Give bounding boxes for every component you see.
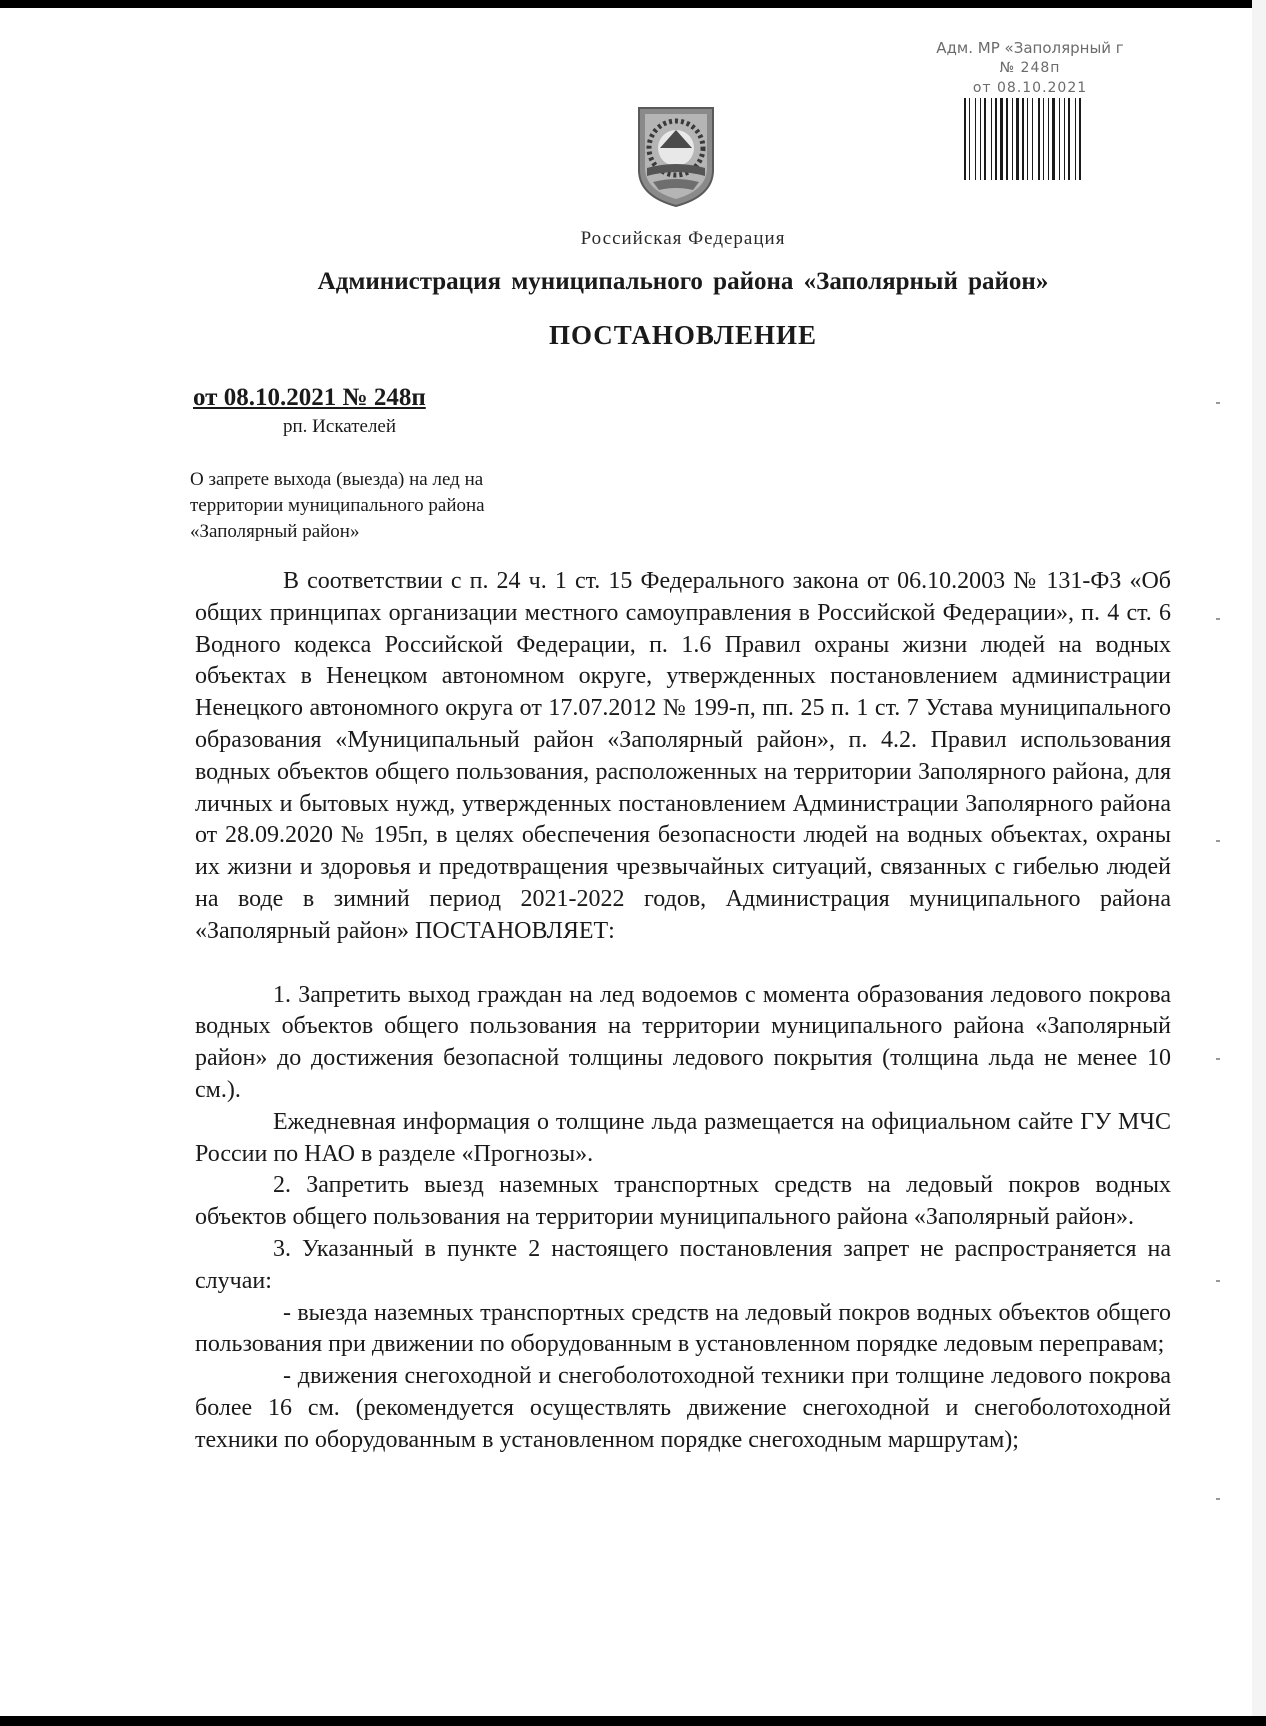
barcode-icon — [962, 98, 1120, 180]
country-name: Российская Федерация — [580, 228, 786, 249]
scan-speck — [1216, 402, 1220, 404]
scan-speck — [1216, 618, 1220, 620]
stamp-number: № 248п — [999, 60, 1061, 76]
scan-edge-right — [1252, 0, 1266, 1726]
info-paragraph: Ежедневная информация о толщине льда размещается на официальном сайте ГУ МЧС России по НАО в разделе «Прогнозы». — [195, 1108, 1171, 1167]
exception-1-paragraph: - выезда наземных транспортных средств на ледовый покров водных объектов общего пользования при движении по оборудованным в установленном порядке ледовым переправам; — [195, 1299, 1171, 1358]
document-place: рп. Искателей — [283, 416, 397, 437]
registration-stamp — [930, 38, 1130, 98]
scan-edge-top — [0, 0, 1266, 8]
scan-speck — [1216, 1498, 1220, 1500]
document-body — [195, 566, 1171, 1457]
preamble-paragraph: В соответствии с п. 24 ч. 1 ст. 15 Федерального закона от 06.10.2003 № 131-ФЗ «Об общих принципах организации местного самоуправления в Российской Федерации», п. 4 ст. 6 Водного кодекса Российской Федерации, п. 1.6 Правил охраны жизни людей на водных объектах в Ненецком автономном округе, утвержденных постановлением администрации Ненецкого автономного округа от 17.07.2012 № 199-п, пп. 25 п. 1 ст. 7 Устава муниципального образования «Муниципальный район «Заполярный район», п. 4.2. Правил использования водных объектов общего пользования, расположенных на территории Заполярного района, для личных и бытовых нужд, утвержденных постановлением Администрации Заполярного района от 28.09.2020 № 195п, в целях обеспечения безопасности людей на водных объектах, охраны их жизни и здоровья и предотвращения чрезвычайных ситуаций, связанных с гибелью людей на воде в зимний период 2021-2022 годов, Администрация муниципального района «Заполярный район» ПОСТАНОВЛЯЕТ: — [195, 568, 1171, 944]
scan-speck — [1216, 1280, 1220, 1282]
administration-name: Администрация муниципального района «Заполярный район» — [317, 268, 1049, 295]
item-2-paragraph: 2. Запретить выезд наземных транспортных средств на ледовый покров водных объектов общего пользования на территории муниципального района «Заполярный район». — [195, 1172, 1171, 1231]
exception-2-paragraph: - движения снегоходной и снегоболотоходной техники при толщине ледового покрова более 16 см. (рекомендуется осуществлять движение снегоходной и снегоболотоходной техники по оборудованным в установленном порядке снегоходным маршрутам); — [195, 1363, 1171, 1453]
item-3-paragraph: 3. Указанный в пункте 2 настоящего постановления запрет не распространяется на случаи: — [195, 1235, 1171, 1294]
stamp-date: от 08.10.2021 — [972, 80, 1088, 96]
document-type: ПОСТАНОВЛЕНИЕ — [548, 320, 818, 350]
scan-speck — [1216, 840, 1220, 842]
coat-of-arms-icon — [633, 104, 719, 208]
item-1-paragraph: 1. Запретить выход граждан на лед водоемов с момента образования ледового покрова водных объектов общего пользования на территории муниципального района «Заполярный район» до достижения безопасной толщины ледового покрытия (толщина льда не менее 10 см.). — [195, 981, 1171, 1103]
scan-speck — [1216, 1058, 1220, 1060]
stamp-org: Адм. МР «Заполярный г — [936, 39, 1124, 57]
scan-edge-bottom — [0, 1716, 1266, 1726]
document-subject: О запрете выхода (выезда) на лед на территории муниципального района «Заполярный район» — [190, 469, 485, 542]
document-date-number: от 08.10.2021 № 248п — [193, 384, 426, 411]
